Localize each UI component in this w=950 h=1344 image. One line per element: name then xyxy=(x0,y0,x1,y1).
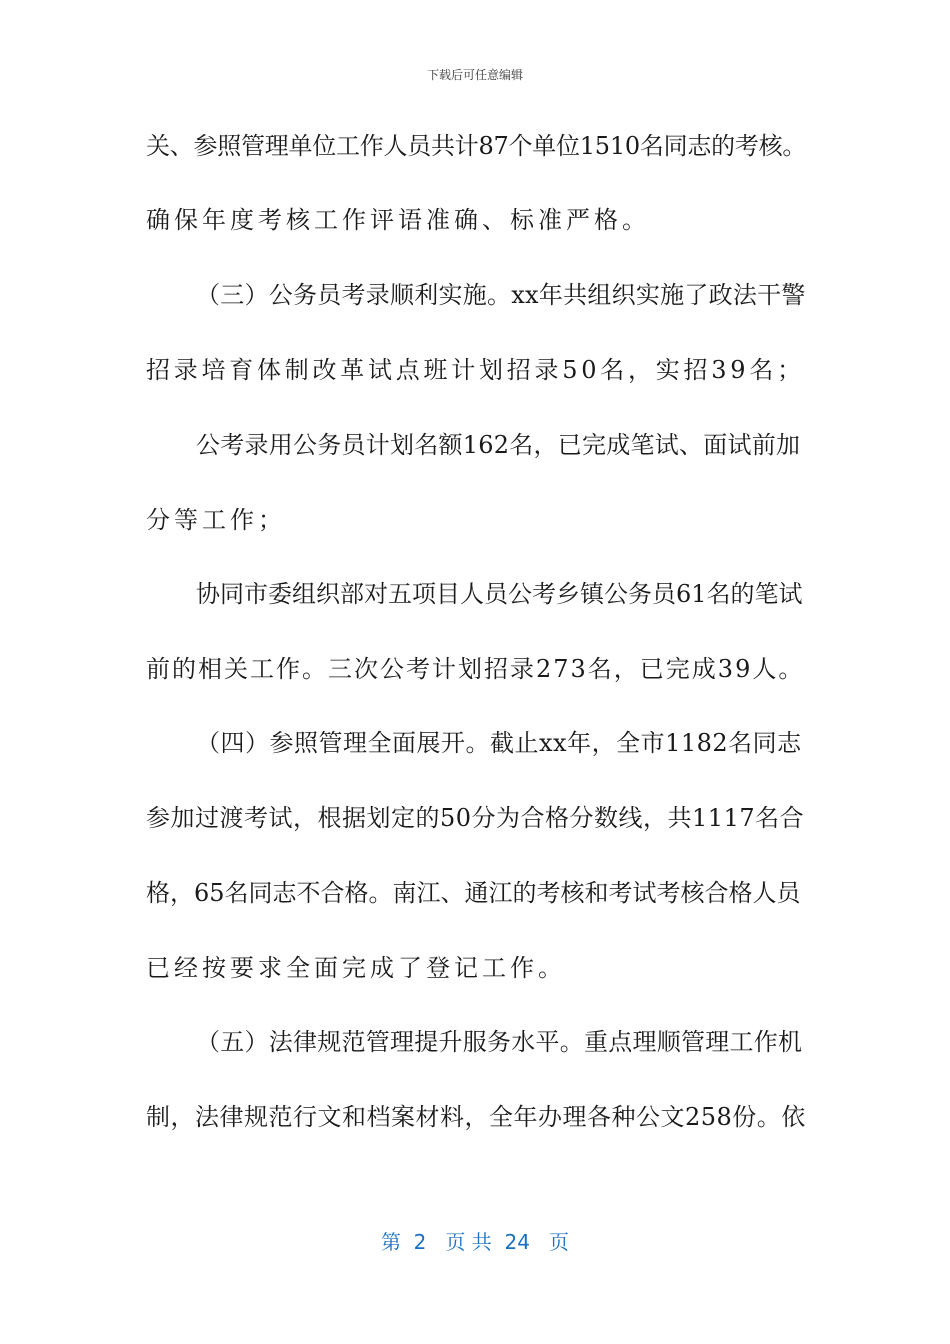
paragraph-start-line: （四）参照管理全面展开。截止xx年，全市1182名同志 xyxy=(196,729,802,757)
text-line: 已经按要求全面完成了登记工作。 xyxy=(146,954,566,982)
text-line: 确保年度考核工作评语准确、标准严格。 xyxy=(146,206,650,234)
text-line: 参加过渡考试，根据划定的50分为合格分数线，共1117名合 xyxy=(146,804,805,832)
page-footer: 第 2 页 共 24 页 xyxy=(380,1230,570,1254)
text-line: 前的相关工作。三次公考计划招录273名，已完成39人。 xyxy=(146,655,805,683)
paragraph-start-line: 协同市委组织部对五项目人员公考乡镇公务员61名的笔试 xyxy=(196,580,803,608)
paragraph-start-line: （三）公务员考录顺利实施。xx年共组织实施了政法干警 xyxy=(196,281,806,309)
text-line: 关、参照管理单位工作人员共计87个单位1510名同志的考核。 xyxy=(146,132,807,160)
text-line: 制，法律规范行文和档案材料，全年办理各种公文258份。依 xyxy=(146,1103,806,1131)
paragraph-start-line: （五）法律规范管理提升服务水平。重点理顺管理工作机 xyxy=(196,1028,803,1056)
paragraph-start-line: 公考录用公务员计划名额162名，已完成笔试、面试前加 xyxy=(196,431,801,459)
page-header: 下载后可任意编辑 xyxy=(426,68,523,82)
text-line: 招录培育体制改革试点班计划招录50名，实招39名； xyxy=(146,356,805,384)
text-line: 格，65名同志不合格。南江、通江的考核和考试考核合格人员 xyxy=(146,879,801,907)
text-line: 分等工作； xyxy=(146,506,286,534)
